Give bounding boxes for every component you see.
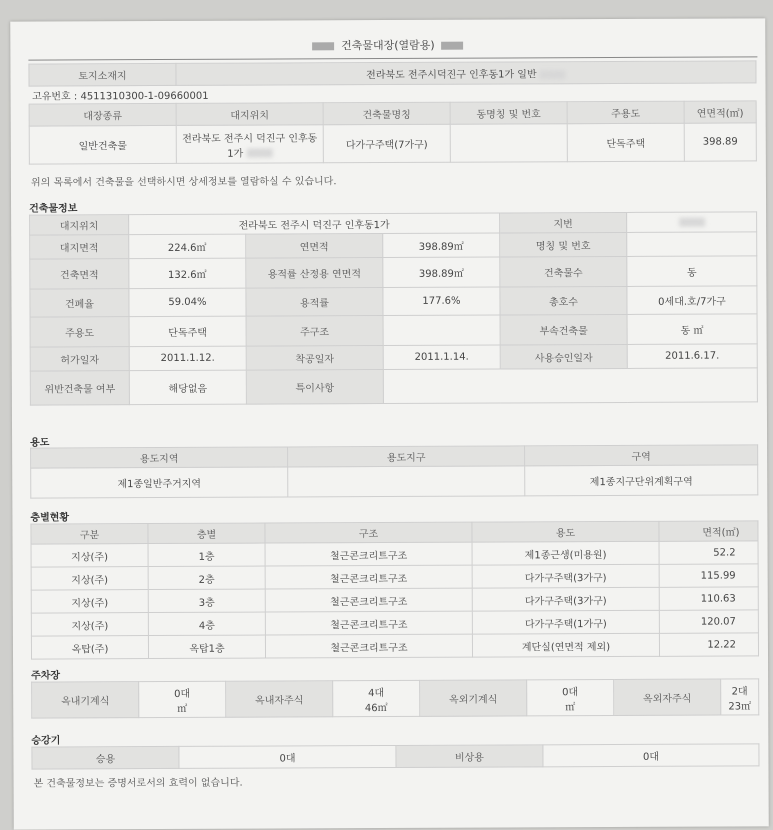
- structure-label: 주구조: [246, 316, 383, 347]
- main-use-label: 주용도: [30, 317, 129, 347]
- col-main-use: 주용도: [567, 101, 684, 124]
- approval-date-label: 사용승인일자: [500, 344, 627, 369]
- title-text: 건축물대장(열람용): [341, 38, 435, 53]
- parking-section-title: 주차장: [31, 670, 61, 682]
- building-count-label: 건축물수: [500, 256, 627, 287]
- building-count-value: 동: [627, 256, 757, 287]
- zoning-zone-header: 구역: [525, 445, 758, 466]
- redacted-mark: [540, 70, 566, 79]
- units-value: 0세대.호/7가구: [627, 286, 757, 315]
- zoning-district-value: [288, 466, 525, 497]
- elevator-label: 비상용: [396, 745, 543, 768]
- special-notes-label: 특이사항: [246, 370, 383, 405]
- special-notes-value: [383, 368, 757, 404]
- parking-count: 0대: [562, 686, 579, 698]
- site-label: 대지위치: [30, 215, 129, 235]
- floors-col-type: 구분: [31, 524, 148, 545]
- floor-type: 옥탑(주): [31, 636, 148, 660]
- parking-value: [527, 680, 614, 716]
- parking-area: 46㎡: [364, 702, 388, 714]
- floor-use: 다가구주택(3가구): [472, 587, 659, 611]
- zoning-section-title: 용도: [30, 437, 50, 449]
- annex-value: 동 ㎡: [627, 314, 757, 345]
- floor-use: 다가구주택(1가구): [472, 610, 659, 634]
- floors-col-area: 면적(㎡): [659, 521, 758, 541]
- parking-label: 옥외자주식: [614, 679, 721, 715]
- cell-building-name: 다가구주택(7가구): [323, 124, 450, 163]
- floor-no: 2층: [148, 566, 265, 590]
- elevator-value: 0대: [179, 745, 396, 768]
- main-use-value: 단독주택: [129, 316, 246, 347]
- table-row: [31, 564, 758, 590]
- floor-type: 지상(주): [31, 613, 148, 637]
- floor-no: 옥탑1층: [148, 635, 265, 659]
- unique-id-label: 고유번호 :: [32, 91, 81, 103]
- site-area-label: 대지면적: [30, 235, 129, 259]
- floor-structure: 철근콘크리트구조: [265, 634, 472, 658]
- cell-dong-name: [450, 124, 567, 163]
- page-title: [10, 35, 765, 54]
- table-row: [31, 587, 758, 613]
- floor-area: 120.07: [659, 610, 758, 633]
- parking-value: [333, 680, 420, 716]
- name-no-value: [627, 232, 757, 257]
- violation-value: 해당없음: [129, 370, 246, 405]
- floor-type: 지상(주): [31, 567, 148, 591]
- floor-structure: 철근콘크리트구조: [265, 542, 472, 566]
- title-mark-right: [441, 42, 463, 50]
- floors-section-title: 층별현황: [30, 512, 70, 524]
- floor-structure: 철근콘크리트구조: [265, 588, 472, 612]
- col-site: 대지위치: [176, 103, 323, 126]
- name-no-label: 명칭 및 번호: [500, 232, 627, 257]
- floor-type: 지상(주): [31, 544, 148, 568]
- parking-label: 옥내기계식: [32, 682, 139, 718]
- floor-area: 110.63: [659, 587, 758, 610]
- parking-label: 옥외기계식: [420, 680, 527, 716]
- redacted-mark: [246, 149, 272, 158]
- lot-label: 지번: [500, 212, 627, 233]
- col-registry-type: 대장종류: [29, 103, 176, 126]
- col-dong-name: 동명칭 및 번호: [450, 102, 567, 125]
- summary-table: [28, 60, 756, 164]
- footer-note: 본 건축물정보는 증명서로서의 효력이 없습니다.: [33, 777, 243, 790]
- floors-col-structure: 구조: [265, 522, 472, 543]
- structure-value: [383, 315, 500, 346]
- lot-value: [627, 212, 757, 233]
- bcr-value: 59.04%: [129, 288, 246, 317]
- land-value: [176, 61, 756, 86]
- floors-col-use: 용도: [472, 521, 659, 542]
- total-area-label: 연면적: [246, 234, 383, 259]
- col-building-name: 건축물명칭: [323, 102, 450, 125]
- elevator-value: 0대: [543, 744, 759, 767]
- floor-structure: 철근콘크리트구조: [265, 611, 472, 635]
- start-date-value: 2011.1.14.: [383, 345, 500, 370]
- floor-area: 12.22: [659, 633, 758, 656]
- far-area-value: 398.89㎡: [383, 257, 500, 288]
- parking-value: [139, 681, 226, 717]
- unique-id-value: 4511310300-1-09660001: [80, 90, 209, 103]
- annex-label: 부속건축물: [500, 314, 627, 345]
- table-row: [31, 633, 758, 659]
- approval-date-value: 2011.6.17.: [627, 344, 757, 369]
- start-date-label: 착공일자: [246, 346, 383, 371]
- far-area-label: 용적률 산정용 연면적: [246, 258, 383, 289]
- col-total-area: 연면적(㎡): [684, 101, 756, 123]
- bcr-label: 건폐율: [30, 289, 129, 317]
- zoning-district-header: 용도지구: [288, 446, 525, 467]
- table-row: [31, 610, 758, 636]
- zoning-area-header: 용도지역: [31, 447, 288, 468]
- permit-date-value: 2011.1.12.: [129, 346, 246, 371]
- building-area-label: 건축면적: [30, 259, 129, 289]
- select-note: 위의 목록에서 건축물을 선택하시면 상세정보를 열람하실 수 있습니다.: [30, 176, 337, 189]
- elevator-table: [31, 743, 759, 769]
- site-value: 전라북도 전주시 덕진구 인후동1가: [129, 213, 500, 235]
- cell-site-text: 전라북도 전주시 덕진구 인후동1가: [182, 132, 318, 160]
- document-page: [10, 18, 769, 829]
- parking-label: 옥내자주식: [226, 681, 333, 717]
- title-mark-left: [313, 42, 335, 50]
- floor-use: 다가구주택(3가구): [472, 564, 659, 588]
- building-table: [29, 211, 758, 405]
- zoning-area-value: 제1종일반주거지역: [31, 467, 288, 498]
- floors-table: [30, 520, 759, 659]
- parking-area: ㎡: [177, 703, 188, 715]
- parking-count: 2대: [731, 685, 748, 698]
- floor-no: 4층: [148, 612, 265, 636]
- floor-use: 제1종근생(미용원): [472, 541, 659, 565]
- zoning-table: [30, 444, 758, 498]
- parking-count: 0대: [174, 688, 191, 700]
- redacted-mark: [679, 217, 705, 226]
- land-label: 토지소재지: [29, 63, 176, 86]
- parking-area: ㎡: [565, 701, 576, 713]
- floor-structure: 철근콘크리트구조: [265, 565, 472, 589]
- floor-area: 52.2: [659, 541, 758, 564]
- floor-area: 115.99: [659, 564, 758, 587]
- units-label: 총호수: [500, 286, 627, 315]
- elevator-section-title: 승강기: [31, 735, 61, 747]
- total-area-value: 398.89㎡: [383, 233, 500, 258]
- parking-area: 23㎡: [728, 700, 752, 713]
- cell-site: [176, 125, 323, 164]
- floor-no: 1층: [148, 543, 265, 567]
- cell-registry-type: 일반건축물: [29, 125, 176, 164]
- floor-type: 지상(주): [31, 590, 148, 614]
- building-section-title: 건축물정보: [29, 203, 78, 215]
- cell-main-use: 단독주택: [567, 123, 684, 162]
- far-label: 용적률: [246, 288, 383, 317]
- summary-row[interactable]: [29, 123, 756, 164]
- table-row: [31, 541, 758, 567]
- floor-use: 계단실(연면적 제외): [472, 633, 659, 657]
- zoning-zone-value: 제1종지구단위계획구역: [525, 465, 758, 496]
- far-value: 177.6%: [383, 287, 500, 316]
- site-area-value: 224.6㎡: [129, 234, 246, 259]
- building-area-value: 132.6㎡: [129, 258, 246, 289]
- parking-value: [721, 679, 759, 715]
- land-value-text: 전라북도 전주시덕진구 인후동1가 일반: [366, 69, 537, 82]
- violation-label: 위반건축물 여부: [30, 371, 129, 405]
- parking-count: 4대: [368, 687, 385, 699]
- elevator-label: 승용: [32, 746, 179, 769]
- cell-total-area: 398.89: [684, 123, 756, 161]
- floors-col-floor: 층별: [148, 523, 265, 544]
- floor-no: 3층: [148, 589, 265, 613]
- permit-date-label: 허가일자: [30, 347, 129, 371]
- parking-table: [31, 678, 759, 718]
